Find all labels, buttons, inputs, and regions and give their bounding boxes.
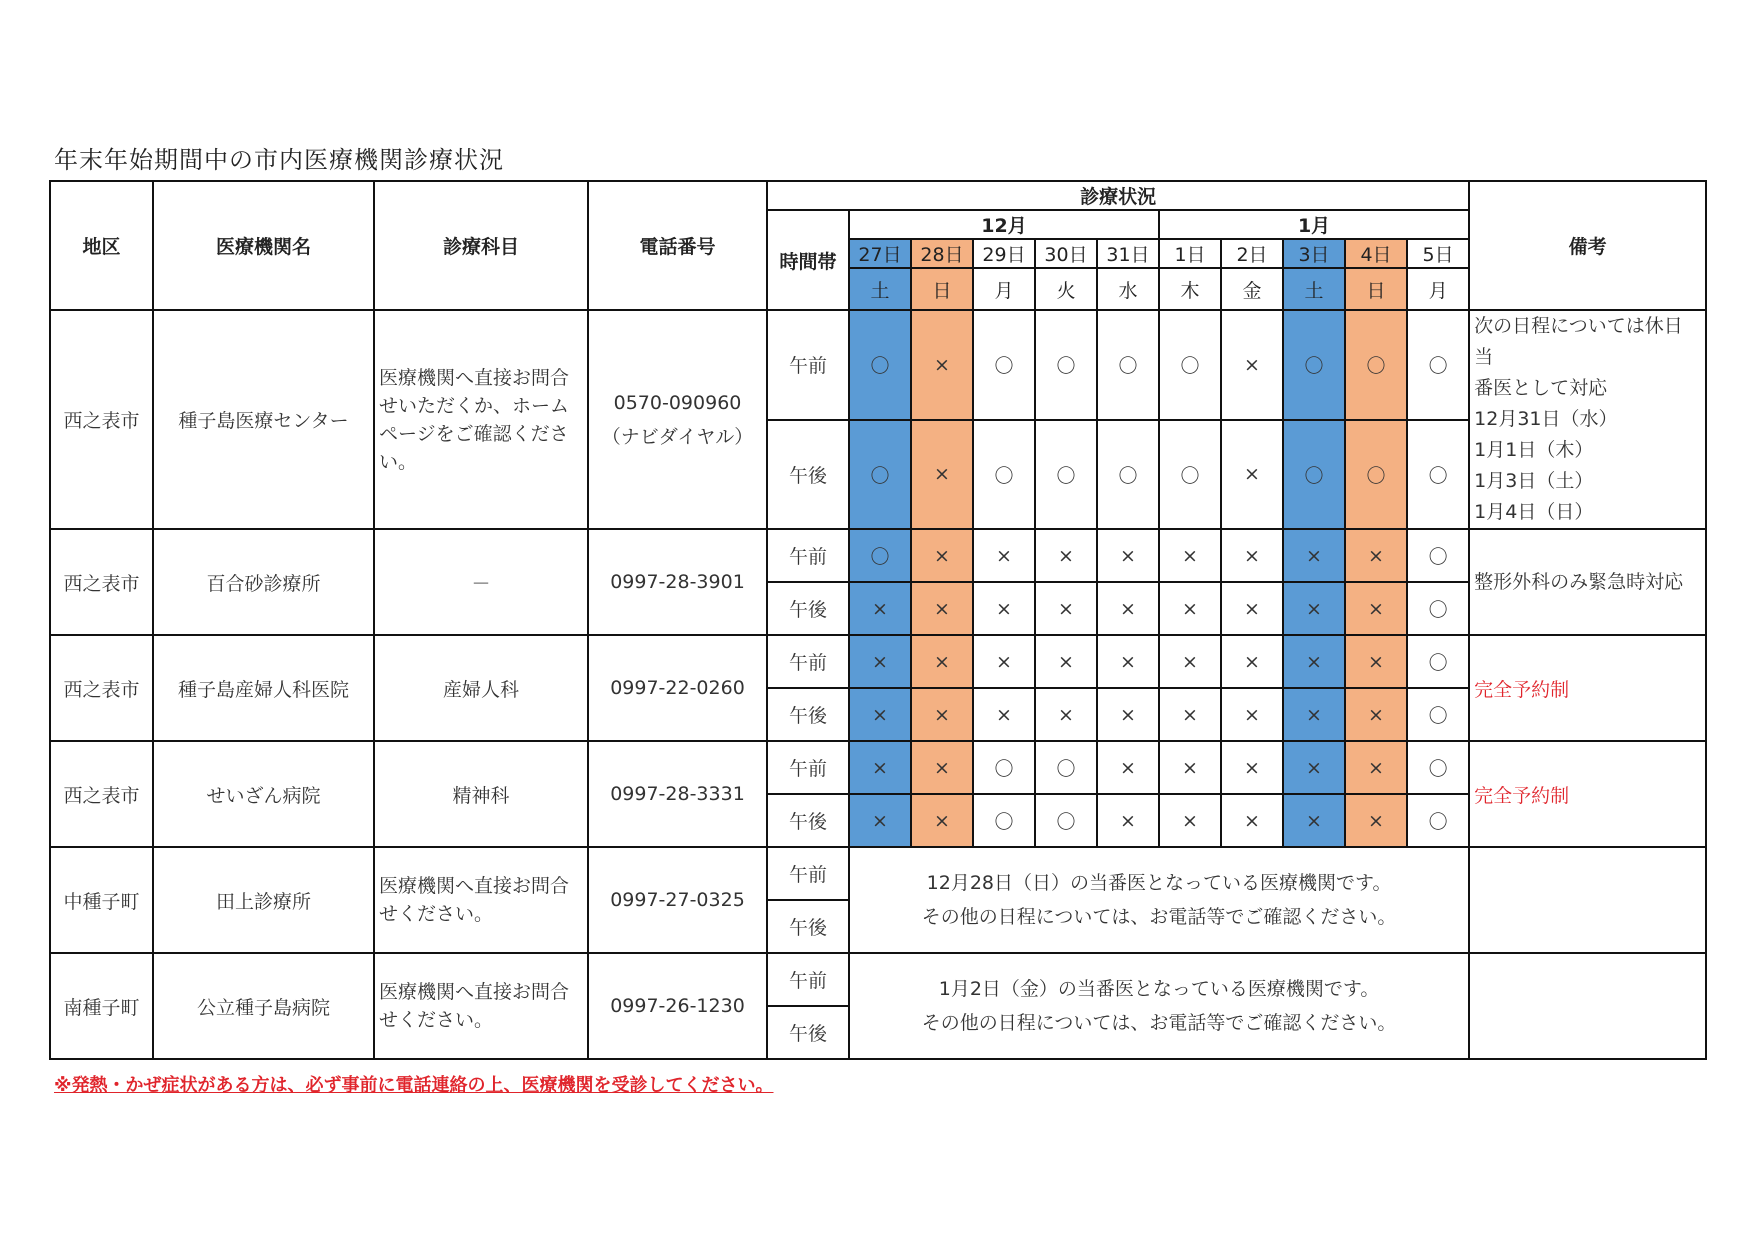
status-cell: 〇	[849, 529, 911, 582]
status-cell: 〇	[973, 741, 1035, 794]
phone-cell: 0997-28-3901	[588, 529, 767, 635]
status-cell: ×	[1159, 582, 1221, 635]
area-cell: 西之表市	[50, 310, 153, 529]
duty-notice	[849, 847, 1469, 953]
day-header: 31日	[1097, 239, 1159, 268]
status-cell: ×	[1097, 635, 1159, 688]
department-cell: 医療機関へ直接お問合せください。	[374, 953, 588, 1059]
remark-line: 番医として対応	[1474, 377, 1608, 399]
status-cell: 〇	[849, 420, 911, 530]
status-cell: ×	[1345, 529, 1407, 582]
status-cell: 〇	[1407, 529, 1469, 582]
phone-cell	[588, 310, 767, 529]
weekday-header: 土	[1283, 268, 1345, 310]
header-remarks: 備考	[1469, 181, 1706, 310]
header-phone: 電話番号	[588, 181, 767, 310]
status-cell: ×	[911, 794, 973, 847]
page-title: 年末年始期間中の市内医療機関診療状況	[54, 146, 504, 174]
duty-notice	[849, 953, 1469, 1059]
slot-am: 午前	[767, 741, 849, 794]
status-cell: ×	[973, 529, 1035, 582]
status-cell: ×	[1097, 529, 1159, 582]
phone-number: 0570-090960	[613, 391, 742, 414]
phone-cell: 0997-22-0260	[588, 635, 767, 741]
status-cell: 〇	[1283, 310, 1345, 420]
status-cell: ×	[1159, 688, 1221, 741]
institution-cell: 種子島医療センター	[153, 310, 374, 529]
status-cell: ×	[1345, 688, 1407, 741]
day-header: 30日	[1035, 239, 1097, 268]
status-cell: 〇	[1407, 420, 1469, 530]
header-area: 地区	[50, 181, 153, 310]
remarks-cell	[1469, 310, 1706, 529]
weekday-header: 日	[911, 268, 973, 310]
status-cell: ×	[1345, 741, 1407, 794]
status-cell: ×	[973, 635, 1035, 688]
slot-am: 午前	[767, 847, 849, 900]
area-cell: 西之表市	[50, 529, 153, 635]
status-cell: ×	[1097, 688, 1159, 741]
status-cell: ×	[1221, 635, 1283, 688]
status-cell: ×	[1283, 688, 1345, 741]
institution-cell: 種子島産婦人科医院	[153, 635, 374, 741]
status-cell: ×	[911, 420, 973, 530]
table-row	[50, 741, 1706, 794]
status-cell: ×	[1345, 582, 1407, 635]
status-cell: ×	[1097, 794, 1159, 847]
status-cell: 〇	[1159, 420, 1221, 530]
header-time-slot: 時間帯	[767, 210, 849, 310]
slot-pm: 午後	[767, 420, 849, 530]
day-header: 1日	[1159, 239, 1221, 268]
remark-line: 1月1日（木）	[1474, 439, 1594, 461]
day-header: 2日	[1221, 239, 1283, 268]
slot-pm: 午後	[767, 794, 849, 847]
status-cell: ×	[1283, 529, 1345, 582]
status-cell: 〇	[1407, 741, 1469, 794]
weekday-header: 木	[1159, 268, 1221, 310]
status-cell: ×	[1035, 688, 1097, 741]
day-header: 4日	[1345, 239, 1407, 268]
schedule-table	[49, 180, 1707, 1060]
status-cell: ×	[1159, 635, 1221, 688]
status-cell: ×	[1345, 794, 1407, 847]
remarks-cell: 整形外科のみ緊急時対応	[1469, 529, 1706, 635]
table-row	[50, 529, 1706, 582]
slot-am: 午前	[767, 310, 849, 420]
status-cell: ×	[911, 582, 973, 635]
weekday-header: 水	[1097, 268, 1159, 310]
phone-note: （ナビダイヤル）	[601, 425, 754, 448]
header-month-jan: 1月	[1159, 210, 1469, 239]
status-cell: 〇	[1407, 688, 1469, 741]
department-cell: －	[374, 529, 588, 635]
day-header: 5日	[1407, 239, 1469, 268]
status-cell: ×	[911, 529, 973, 582]
table-row	[50, 847, 1706, 900]
department-cell: 精神科	[374, 741, 588, 847]
day-header: 27日	[849, 239, 911, 268]
slot-pm: 午後	[767, 688, 849, 741]
status-cell: 〇	[973, 794, 1035, 847]
day-header: 28日	[911, 239, 973, 268]
status-cell: ×	[1221, 741, 1283, 794]
status-cell: 〇	[1407, 582, 1469, 635]
status-cell: 〇	[1345, 420, 1407, 530]
header-month-dec: 12月	[849, 210, 1159, 239]
area-cell: 南種子町	[50, 953, 153, 1059]
weekday-header: 日	[1345, 268, 1407, 310]
status-cell: 〇	[1407, 310, 1469, 420]
status-cell: ×	[849, 794, 911, 847]
department-cell: 医療機関へ直接お問合せいただくか、ホームページをご確認ください。	[374, 310, 588, 529]
remarks-cell: 完全予約制	[1469, 635, 1706, 741]
day-header: 29日	[973, 239, 1035, 268]
weekday-header: 火	[1035, 268, 1097, 310]
area-cell: 西之表市	[50, 635, 153, 741]
weekday-header: 月	[1407, 268, 1469, 310]
phone-cell: 0997-28-3331	[588, 741, 767, 847]
status-cell: 〇	[1097, 420, 1159, 530]
status-cell: 〇	[1159, 310, 1221, 420]
notice-line: その他の日程については、お電話等でご確認ください。	[921, 1012, 1397, 1034]
institution-cell: せいざん病院	[153, 741, 374, 847]
status-cell: ×	[849, 688, 911, 741]
day-header: 3日	[1283, 239, 1345, 268]
status-cell: ×	[849, 582, 911, 635]
status-cell: 〇	[849, 310, 911, 420]
status-cell: 〇	[1283, 420, 1345, 530]
weekday-header: 金	[1221, 268, 1283, 310]
status-cell: ×	[1159, 741, 1221, 794]
status-cell: ×	[849, 635, 911, 688]
notice-line: その他の日程については、お電話等でご確認ください。	[921, 906, 1397, 928]
status-cell: ×	[1345, 635, 1407, 688]
remark-line: 次の日程については休日当	[1474, 315, 1683, 368]
table-row	[50, 953, 1706, 1006]
status-cell: ×	[1221, 794, 1283, 847]
header-department: 診療科目	[374, 181, 588, 310]
status-cell: ×	[1159, 794, 1221, 847]
area-cell: 西之表市	[50, 741, 153, 847]
status-cell: ×	[849, 741, 911, 794]
phone-cell: 0997-26-1230	[588, 953, 767, 1059]
status-cell: 〇	[1407, 794, 1469, 847]
status-cell: ×	[911, 688, 973, 741]
status-cell: ×	[1221, 582, 1283, 635]
fever-warning-note: ※発熱・かぜ症状がある方は、必ず事前に電話連絡の上、医療機関を受診してください。	[54, 1075, 774, 1096]
status-cell: ×	[1283, 582, 1345, 635]
remark-line: 12月31日（水）	[1474, 408, 1618, 430]
status-cell: ×	[1283, 741, 1345, 794]
slot-pm: 午後	[767, 1006, 849, 1059]
slot-pm: 午後	[767, 582, 849, 635]
phone-cell: 0997-27-0325	[588, 847, 767, 953]
status-cell: ×	[1283, 635, 1345, 688]
status-cell: ×	[1221, 310, 1283, 420]
status-cell: ×	[1035, 635, 1097, 688]
status-cell: 〇	[1035, 741, 1097, 794]
remarks-cell	[1469, 847, 1706, 953]
status-cell: 〇	[1407, 635, 1469, 688]
institution-cell: 百合砂診療所	[153, 529, 374, 635]
institution-cell: 公立種子島病院	[153, 953, 374, 1059]
status-cell: 〇	[1035, 420, 1097, 530]
status-cell: ×	[1283, 794, 1345, 847]
notice-line: 1月2日（金）の当番医となっている医療機関です。	[938, 978, 1380, 1000]
department-cell: 産婦人科	[374, 635, 588, 741]
status-cell: ×	[911, 741, 973, 794]
status-cell: ×	[973, 688, 1035, 741]
status-cell: 〇	[1097, 310, 1159, 420]
status-cell: ×	[1221, 529, 1283, 582]
header-institution: 医療機関名	[153, 181, 374, 310]
header-status: 診療状況	[767, 181, 1469, 210]
status-cell: ×	[1097, 582, 1159, 635]
status-cell: ×	[1097, 741, 1159, 794]
status-cell: ×	[911, 310, 973, 420]
weekday-header: 土	[849, 268, 911, 310]
notice-line: 12月28日（日）の当番医となっている医療機関です。	[926, 872, 1392, 894]
remarks-cell: 完全予約制	[1469, 741, 1706, 847]
remark-line: 1月4日（日）	[1474, 501, 1594, 523]
status-cell: 〇	[1035, 794, 1097, 847]
area-cell: 中種子町	[50, 847, 153, 953]
slot-pm: 午後	[767, 900, 849, 953]
status-cell: 〇	[1035, 310, 1097, 420]
status-cell: ×	[1159, 529, 1221, 582]
status-cell: 〇	[973, 310, 1035, 420]
institution-cell: 田上診療所	[153, 847, 374, 953]
slot-am: 午前	[767, 953, 849, 1006]
status-cell: 〇	[1345, 310, 1407, 420]
slot-am: 午前	[767, 635, 849, 688]
status-cell: ×	[1221, 420, 1283, 530]
status-cell: 〇	[973, 420, 1035, 530]
table-row	[50, 635, 1706, 688]
weekday-header: 月	[973, 268, 1035, 310]
department-cell: 医療機関へ直接お問合せください。	[374, 847, 588, 953]
remarks-cell	[1469, 953, 1706, 1059]
status-cell: ×	[973, 582, 1035, 635]
slot-am: 午前	[767, 529, 849, 582]
status-cell: ×	[1035, 529, 1097, 582]
remark-line: 1月3日（土）	[1474, 470, 1594, 492]
status-cell: ×	[1035, 582, 1097, 635]
table-row	[50, 310, 1706, 420]
status-cell: ×	[1221, 688, 1283, 741]
status-cell: ×	[911, 635, 973, 688]
